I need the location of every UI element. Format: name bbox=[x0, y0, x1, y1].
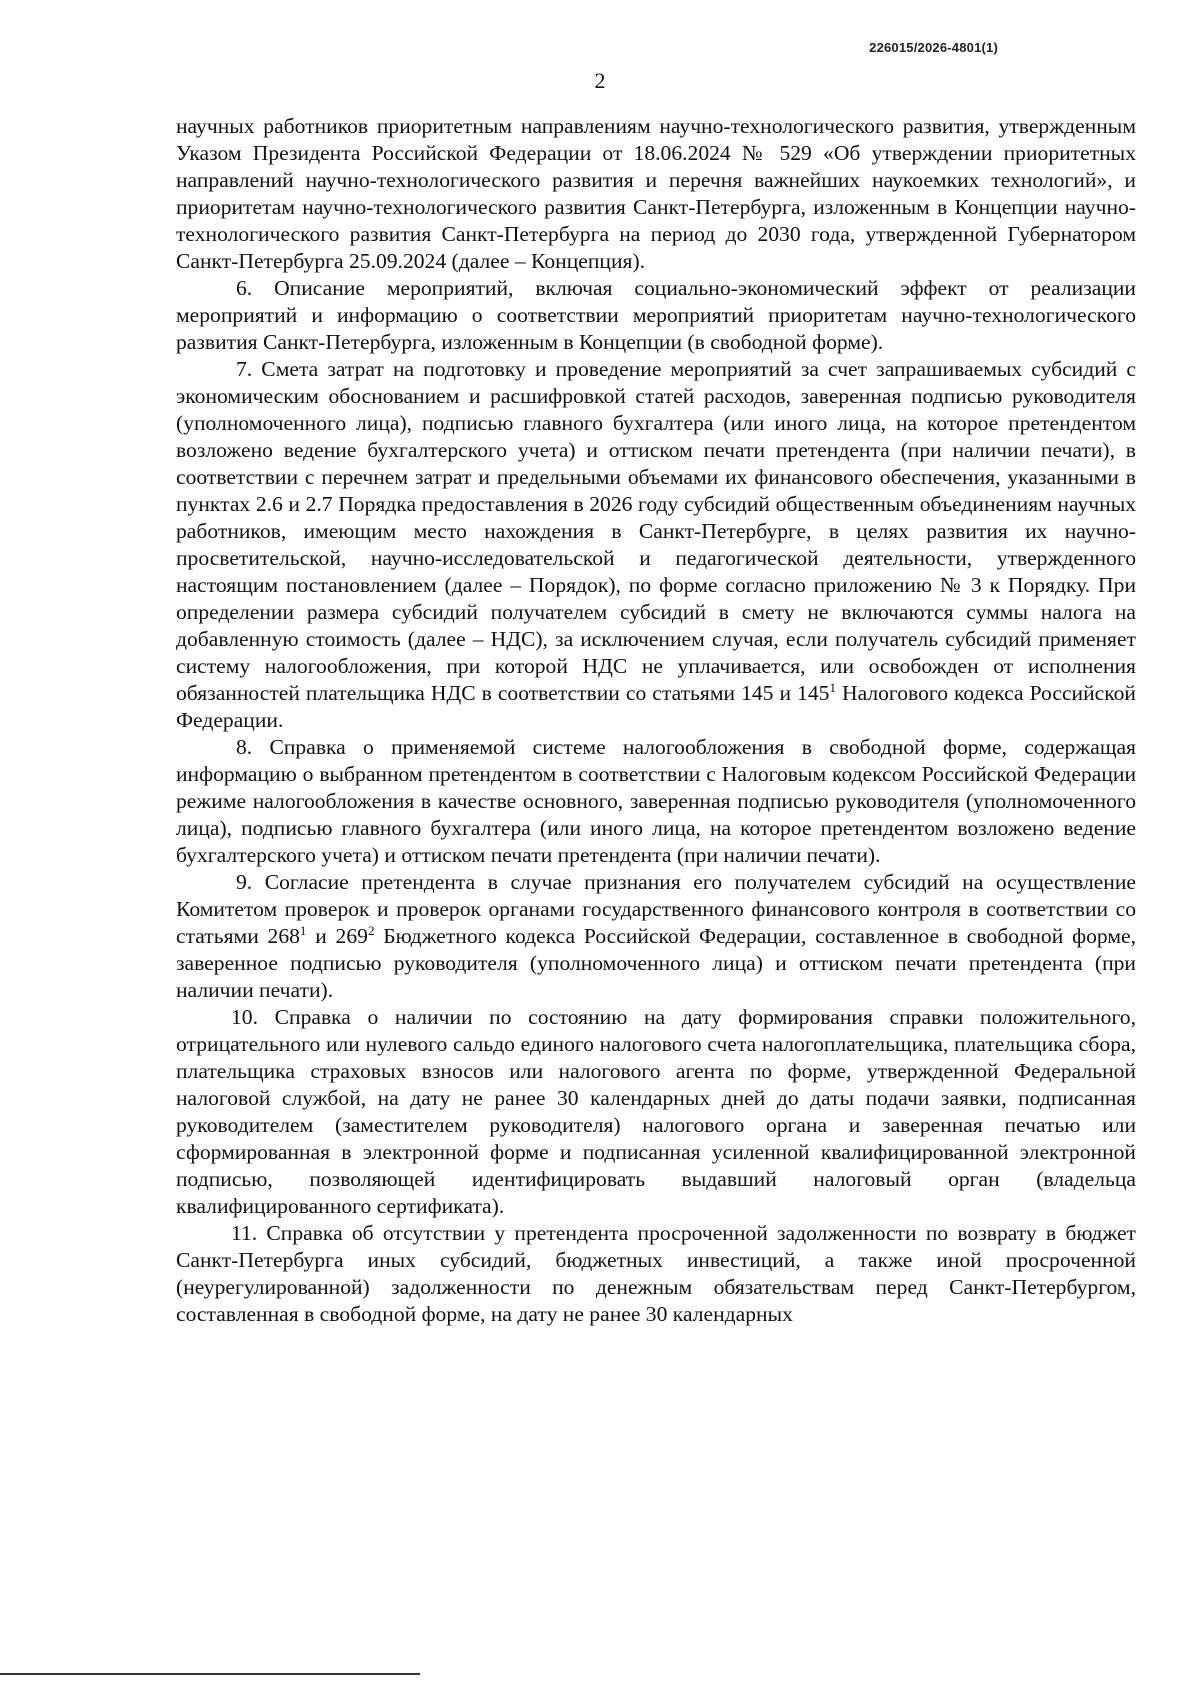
paragraph-item-10: 10. Справка о наличии по состоянию на дату формирования справки положительного, отрицательного или нулевого сальдо единого налогового счета налогоплательщика, плательщика сбора, плательщика страховых взносов или налогового агента по форме, утвержденной Федеральной налоговой службой, на дату не ранее 30 календарных дней до даты подачи заявки, подписанная руководителем (заместителем руководителя) налогового органа и заверенная печатью или сформированная в электронной форме и подписанная усиленной квалифицированной электронной подписью, позволяющей идентифицировать выдавший налоговый орган (владельца квалифицированного сертификата). bbox=[176, 1005, 1136, 1218]
paragraph-item-8: 8. Справка о применяемой системе налогообложения в свободной форме, содержащая информацию о выбранном претендентом в соответствии с Налоговым кодексом Российской Федерации режиме налогообложения в качестве основного, заверенная подписью руководителя (уполномоченного лица), подписью главного бухгалтера (или иного лица, на которое претендентом возложено ведение бухгалтерского учета) и оттиском печати претендента (при наличии печати). bbox=[176, 735, 1136, 867]
paragraph-item-7 bbox=[176, 356, 1136, 734]
paragraph-item-9-text-a: 9. Согласие претендента в случае признания его получателем субсидий на осуществление Комитетом проверок и проверок органами государственного финансового контроля в соответствии со статьями 268 bbox=[176, 870, 1136, 948]
superscript-article-145-1: 1 bbox=[829, 679, 836, 695]
paragraph-item-9-text-b: и 269 bbox=[306, 924, 368, 948]
paragraph-item-7-text-b: Налогового кодекса Российской Федерации. bbox=[176, 681, 1136, 732]
paragraph-item-9 bbox=[176, 869, 1136, 1004]
paragraph-continuation: научных работников приоритетным направлениям научно-технологического развития, утвержденным Указом Президента Российской Федерации от 18.06.2024 № 529 «Об утверждении приоритетных направлений научно-технологического развития и перечня важнейших наукоемких технологий», и приоритетам научно-технологического развития Санкт-Петербурга, изложенным в Концепции научно-технологического развития Санкт-Петербурга на период до 2030 года, утвержденной Губернатором Санкт-Петербурга 25.09.2024 (далее – Концепция). bbox=[176, 114, 1136, 273]
scan-edge-line bbox=[0, 1673, 420, 1675]
superscript-article-269-2: 2 bbox=[367, 922, 375, 938]
paragraph-item-6: 6. Описание мероприятий, включая социально-экономический эффект от реализации мероприятий и информацию о соответствии мероприятий приоритетам научно-технологического развития Санкт-Петербурга, изложенным в Концепции (в свободной форме). bbox=[176, 276, 1136, 354]
paragraph-item-7-text-a: 7. Смета затрат на подготовку и проведение мероприятий за счет запрашиваемых субсидий с экономическим обоснованием и расшифровкой статей расходов, заверенная подписью руководителя (уполномоченного лица), подписью главного бухгалтера (или иного лица, на которое претендентом возложено ведение бухгалтерского учета) и оттиском печати претендента (при наличии печати), в соответствии с перечнем затрат и предельными объемами их финансового обеспечения, указанными в пунктах 2.6 и 2.7 Порядка предоставления в 2026 году субсидий общественным объединениям научных работников, имеющим место нахождения в Санкт-Петербурге, в целях развития их научно-просветительской, научно-исследовательской и педагогической деятельности, утвержденного настоящим постановлением (далее – Порядок), по форме согласно приложению № 3 к Порядку. При определении размера субсидий получателем субсидий в смету не включаются суммы налога на добавленную стоимость (далее – НДС), за исключением случая, если получатель субсидий применяет систему налогообложения, при которой НДС не уплачивается, или освобожден от исполнения обязанностей плательщика НДС в соответствии со статьями 145 и 145 bbox=[176, 357, 1136, 705]
superscript-article-268-1: 1 bbox=[299, 922, 307, 938]
document-body bbox=[176, 113, 1136, 1328]
paragraph-item-11: 11. Справка об отсутствии у претендента просроченной задолженности по возврату в бюджет Санкт-Петербурга иных субсидий, бюджетных инвестиций, а также иной просроченной (неурегулированной) задолженности по денежным обязательствам перед Санкт-Петербургом, составленная в свободной форме, на дату не ранее 30 календарных bbox=[176, 1221, 1136, 1326]
page-number: 2 bbox=[594, 68, 606, 93]
paragraph-item-9-text-c: Бюджетного кодекса Российской Федерации, составленное в свободной форме, заверенное подписью руководителя (уполномоченного лица) и оттиском печати претендента (при наличии печати). bbox=[176, 924, 1136, 1002]
document-registration-number: 226015/2026-4801(1) bbox=[869, 40, 998, 55]
